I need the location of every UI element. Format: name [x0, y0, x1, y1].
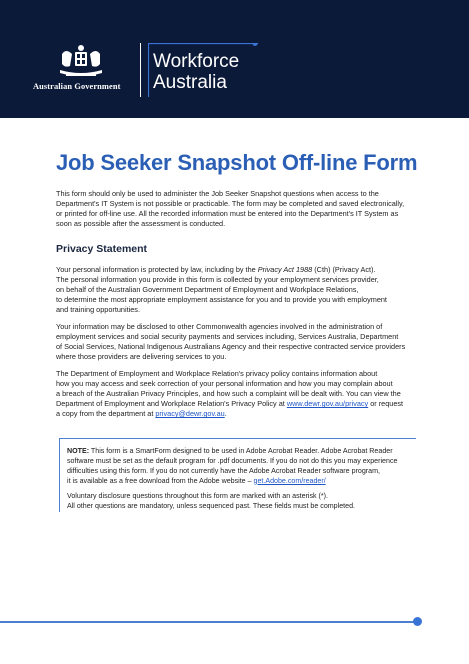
adobe-reader-link[interactable]: get.Adobe.com/reader/ [253, 476, 326, 485]
footer-rule [0, 621, 416, 623]
privacy-paragraph-3: The Department of Employment and Workplace Relation's privacy policy contains information about how you may access and seek correction of your personal information and how you may complain about a breach of the Australian Privacy Principles, and how such a complaint will be dealt with. You can view the Department of Employment and Workplace Relation's Privacy Policy at www.dewr.gov.au/privacy or request a copy from the department at privacy@dewr.gov.au. [56, 369, 404, 419]
brand-name-line1: Workforce [153, 51, 240, 72]
privacy-email-link[interactable]: privacy@dewr.gov.au [155, 409, 225, 419]
note-paragraph: NOTE: This form is a SmartForm designed to be used in Adobe Acrobat Reader. Adobe Acrobat Reader software must be set as the default program for .pdf documents. If you do not do this you may experience difficulties using this form. If you do not currently have the Adobe Acrobat Reader software program, it is available as a free download from the Adobe website – get.Adobe.com/reader/ [67, 447, 398, 485]
disclosure-paragraph: Voluntary disclosure questions throughout this form are marked with an asterisk (*). All other questions are mandatory, unless sequenced past. These fields must be completed. [67, 492, 355, 510]
privacy-heading: Privacy Statement [56, 243, 148, 255]
note-border-top [60, 438, 416, 439]
page-header [0, 0, 469, 118]
header-divider [140, 43, 141, 97]
brand-name-line2: Australia [153, 72, 227, 93]
note-border-left [59, 438, 60, 512]
privacy-policy-link[interactable]: www.dewr.gov.au/privacy [286, 399, 369, 409]
intro-paragraph: This form should only be used to administer the Job Seeker Snapshot questions when access to the Department's IT System is not possible or practicable. The form may be completed and saved electronically, or printed for off-line use. All the recorded information must be entered into the Department's IT System as soon as possible after the assessment is conducted. [56, 189, 405, 229]
page-title: Job Seeker Snapshot Off-line Form [56, 150, 418, 175]
privacy-paragraph-1: Your personal information is protected by law, including by the Privacy Act 1988 (Cth) (Privacy Act). The personal information you provide in this form is collected by your employment services provider, on behalf of the Australian Government Department of Employment and Workplace Relations, to determine the most appropriate employment assistance for you and to provide you with employment and training opportunities. [56, 265, 387, 315]
privacy-paragraph-2: Your information may be disclosed to other Commonwealth agencies involved in the administration of employment services and social security payments and services including, Services Australia, Department of Social Services, National Indigenous Australians Agency and their respective contracted service providers where those providers are delivering services to you. [56, 322, 406, 362]
government-label: Australian Government [33, 82, 121, 91]
footer-dot-icon [413, 617, 422, 626]
coat-of-arms-icon [54, 44, 108, 80]
